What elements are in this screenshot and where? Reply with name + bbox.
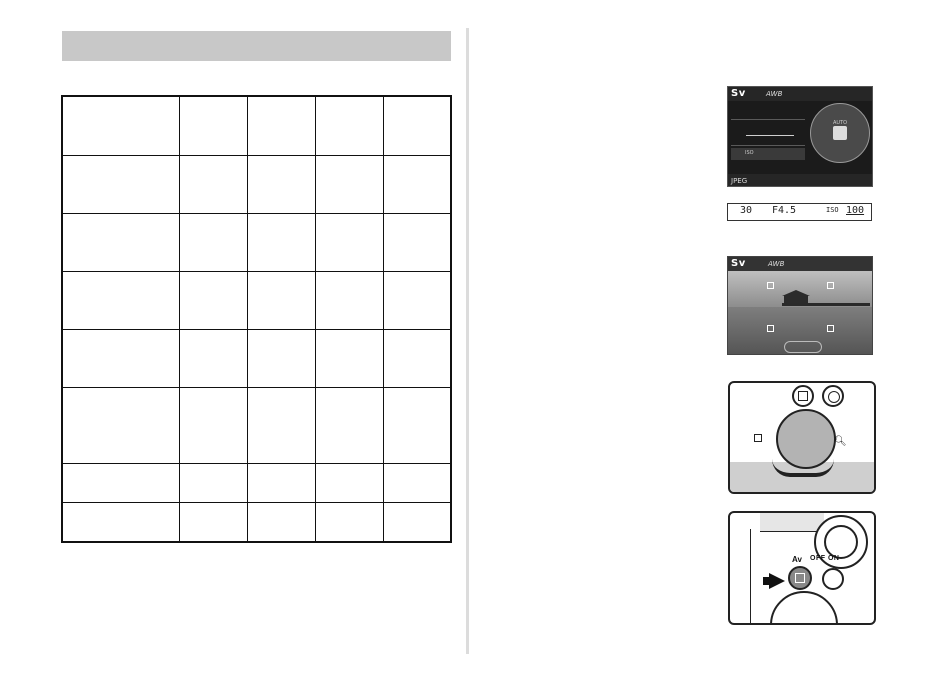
table-cell [383,387,451,463]
iso-mark: ISO [826,206,839,214]
rear-dial-photo [728,381,876,494]
rotate-arrows-icon [772,459,834,477]
table-row [62,213,451,271]
table-cell [315,329,383,387]
table-cell [179,329,247,387]
table-row [62,502,451,542]
table-cell [62,387,179,463]
af-point-icon [827,282,834,289]
table-cell [179,213,247,271]
av-button-icon [795,573,805,583]
power-switch-label: OFF ON [810,555,840,562]
table-cell [383,329,451,387]
table-row [62,329,451,387]
section-header-bar [62,31,451,61]
round-button [822,568,844,590]
table-cell [315,271,383,329]
camera-side-panel [730,529,751,623]
table-cell [383,271,451,329]
table-row [62,155,451,213]
av-button [788,566,812,590]
iso-value: 100 [846,205,865,216]
mode-label: Sv [731,258,746,269]
table-cell [315,502,383,542]
iso-field [731,148,805,160]
lcd-bottom-bar [728,174,872,186]
round-button-inner [828,391,840,403]
table-cell [315,387,383,463]
table-cell [315,213,383,271]
table-row [62,387,451,463]
av-label: Av [792,555,802,564]
table-row [62,463,451,502]
pier [782,303,870,306]
four-way-dial-icon [810,103,870,163]
table-cell [247,213,315,271]
af-point-icon [767,282,774,289]
av-button-photo [728,511,876,625]
table-cell [247,463,315,502]
table-cell [179,502,247,542]
table-cell [62,463,179,502]
table-row [62,271,451,329]
af-point-icon [827,325,834,332]
exposure-scale [746,135,794,142]
table-cell [383,463,451,502]
spec-table [61,95,452,543]
magnifier-icon: 🔍︎ [834,436,847,447]
table-header-row [62,96,451,155]
pointer-arrow-icon [769,573,785,589]
table-cell [383,213,451,271]
panel-divider [731,145,805,146]
table-cell [247,329,315,387]
lcd-control-panel-screenshot [727,86,873,187]
table-cell [383,155,451,213]
table-cell [383,96,451,155]
table-cell [247,502,315,542]
white-balance-label: AWB [766,90,783,98]
aperture-value: F4.5 [772,205,797,216]
white-balance-label: AWB [768,260,785,268]
table-cell [179,463,247,502]
mode-label: Sv [731,88,746,99]
table-cell [62,502,179,542]
table-cell [247,96,315,155]
grid-icon [754,434,762,442]
table-cell [383,502,451,542]
exposure-comp-icon [798,391,808,401]
exposure-comp-button [792,385,814,407]
file-format-label: JPEG [731,177,748,185]
shutter-button [824,525,858,559]
table-cell [247,271,315,329]
dial-auto-label: AUTO [833,120,848,126]
table-cell [62,213,179,271]
shutter-speed-value: 30 [740,205,753,216]
table-cell [247,387,315,463]
table-cell [179,387,247,463]
af-point-icon [767,325,774,332]
table-cell [62,271,179,329]
page-divider [466,28,469,654]
lcd-status-bar [728,87,872,101]
panel-divider [731,119,805,120]
table-cell [62,96,179,155]
table-cell [62,329,179,387]
table-cell [315,96,383,155]
strap-lug [760,513,824,532]
iso-label: ISO [745,150,754,156]
table-cell [315,463,383,502]
lcd-live-view-screenshot [727,256,873,355]
round-button [822,385,844,407]
table-cell [315,155,383,213]
table-cell [179,155,247,213]
table-cell [179,271,247,329]
lcd-status-bar [728,257,872,271]
table-cell [179,96,247,155]
table-cell [62,155,179,213]
dial-center-icon [833,126,847,140]
rear-e-dial [770,591,838,625]
table-cell [247,155,315,213]
iso-highlight-oval [784,341,822,353]
top-lcd-display [727,203,872,221]
